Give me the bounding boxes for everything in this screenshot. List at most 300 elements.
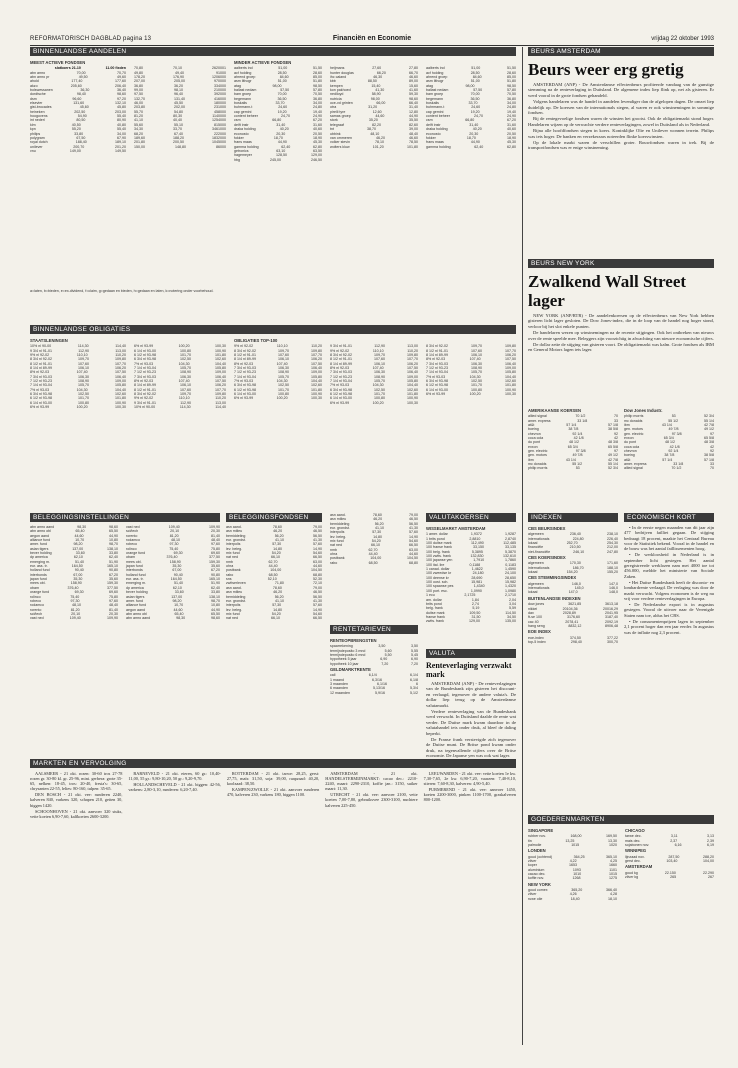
table-cell: 1,7860 bbox=[504, 558, 516, 563]
table-cell: 107,50 bbox=[115, 370, 126, 375]
table-cell: 100,90 bbox=[504, 387, 516, 392]
table-cell: 101,80 bbox=[406, 144, 418, 149]
table-cell: 42 bbox=[710, 444, 714, 449]
table-cell: philips bbox=[30, 131, 41, 136]
buitenlandse-indexen-title: BUITENLANDSE INDEXEN bbox=[528, 595, 581, 601]
table-cell: boskalis bbox=[426, 101, 439, 106]
table-cell: 57,60 bbox=[312, 603, 322, 608]
table-cell: 24,180 bbox=[472, 571, 484, 576]
table-cell: nat ned bbox=[226, 555, 238, 560]
table-cell: 24,70 bbox=[280, 114, 290, 119]
table-cell: coca cola bbox=[528, 436, 544, 441]
table-cell: mees obl. bbox=[126, 559, 142, 564]
table-cell: 100,80 bbox=[77, 400, 89, 405]
table-cell: 51,00 bbox=[278, 66, 288, 71]
table-cell: 89,00 bbox=[408, 79, 418, 84]
table-cell: ahold bbox=[30, 79, 39, 84]
valuta-headline: Renteverlaging verzwakt mark bbox=[426, 661, 512, 679]
table-cell: 44,90 bbox=[470, 140, 480, 145]
table-cell: 107,70 bbox=[406, 357, 418, 362]
beurs-ny-article bbox=[528, 271, 714, 405]
table-cell: 108,90 bbox=[179, 370, 191, 375]
table-cell: kbb bbox=[330, 79, 336, 84]
table-cell: dow jones bbox=[528, 602, 545, 607]
table-cell: 54,20 bbox=[271, 611, 281, 616]
table-cell: ft-se 100 bbox=[528, 615, 542, 620]
table-cell: 224,80 bbox=[572, 536, 584, 541]
table-cell: 0,1188 bbox=[469, 562, 481, 567]
table-cell: 105,80 bbox=[504, 370, 516, 375]
table-cell: 35,30 bbox=[73, 577, 83, 582]
table-cell: 41,30 bbox=[408, 526, 418, 531]
column-rule bbox=[522, 47, 523, 1045]
table-cell: 100 deense kr bbox=[426, 575, 449, 580]
table-cell: 81,20 bbox=[134, 114, 143, 119]
table-cell: call bbox=[330, 673, 336, 678]
table-cell: 102,60 bbox=[504, 379, 516, 384]
table-cell: 109,70 bbox=[277, 348, 289, 353]
table-cell: 36,20 bbox=[174, 83, 183, 88]
table-cell: 70 1/2 bbox=[671, 466, 682, 471]
table-cell: 6,90 bbox=[380, 657, 388, 662]
table-cell: 146,0 bbox=[608, 586, 618, 591]
table-cell: 57 1/4 bbox=[566, 423, 577, 428]
table-cell: 62,40 bbox=[109, 555, 118, 560]
table-cell: 18,90 bbox=[506, 135, 516, 140]
table-cell: rorento bbox=[30, 607, 42, 612]
table-cell: 55,40 bbox=[117, 114, 126, 119]
table-cell: 101,80 bbox=[504, 383, 516, 388]
goederen-row bbox=[625, 843, 714, 847]
table-cell: 67,20 bbox=[210, 568, 220, 573]
table-cell: 104,30 bbox=[276, 379, 288, 384]
table-cell: 86000 bbox=[216, 144, 226, 149]
table-cell: 206,40 bbox=[115, 83, 126, 88]
table-cell: gen. motors bbox=[624, 427, 643, 432]
table-cell: 75,40 bbox=[70, 594, 80, 599]
table-cell: 129,00 bbox=[468, 619, 480, 624]
table-cell: 42 1/8 bbox=[669, 444, 680, 449]
table-cell: 265 bbox=[670, 875, 677, 880]
table-cell: 24,70 bbox=[473, 114, 483, 119]
table-cell: 5,55 bbox=[410, 648, 418, 653]
table-cell: 49 1/2 bbox=[607, 453, 618, 458]
table-cell: 66,50 bbox=[313, 555, 322, 560]
table-cell: draka holding bbox=[426, 127, 448, 132]
table-cell: 18,90 bbox=[312, 135, 322, 140]
table-cell: cac 40 bbox=[528, 619, 539, 624]
table-cell: 42 1/8 bbox=[573, 436, 584, 441]
table-cell: 106,30 bbox=[77, 374, 89, 379]
table-row bbox=[528, 590, 618, 594]
table-cell: 101,70 bbox=[179, 353, 191, 358]
table-cell: 70 bbox=[710, 466, 714, 471]
table-cell: 128,50 bbox=[275, 153, 287, 158]
table-cell: 67,20 bbox=[108, 572, 118, 577]
table-cell: 106,10 bbox=[470, 353, 482, 358]
table-cell: 245,00 bbox=[270, 157, 281, 162]
table-cell: 24,80 bbox=[506, 105, 516, 110]
section-band-instellingen: BELEGGINGSINSTELLINGEN bbox=[30, 513, 220, 522]
table-cell: 107,40 bbox=[372, 366, 384, 371]
table-cell: hypotheek 10 jaar bbox=[330, 661, 359, 666]
table-cell: 100,80 bbox=[277, 392, 289, 397]
table-header-cell: 11.00 fixden bbox=[105, 66, 126, 71]
table-cell: 1,9287 bbox=[505, 532, 516, 537]
table-cell: 54,60 bbox=[313, 611, 322, 616]
table-cell: abn amro aand bbox=[30, 525, 55, 529]
table-cell: 169,50 bbox=[605, 834, 617, 839]
table-cell: 188,20 bbox=[173, 135, 184, 140]
table-cell: 10,70 bbox=[174, 603, 184, 608]
table-cell: 102,60 bbox=[114, 392, 126, 397]
table-cell: 78,50 bbox=[408, 140, 418, 145]
table-cell: 300,70 bbox=[607, 639, 618, 644]
table-cell: 103,40 bbox=[666, 859, 678, 864]
table-cell: 131,40 bbox=[174, 96, 185, 101]
table-cell: 106,40 bbox=[504, 361, 516, 366]
markten-paragraph: HOLLANDSCHEVELD - 21 okt. biggen: 42-56, varkens: 2,80-3,10, runderen: 6,20-7,40. bbox=[128, 782, 221, 793]
table-cell: 8 1/4 nl 89-99 bbox=[234, 357, 256, 362]
table-cell: internationals bbox=[528, 565, 550, 570]
table-cell: 114,30 bbox=[179, 405, 191, 410]
table-cell: 98,60 bbox=[211, 616, 220, 621]
table-cell: lokaal bbox=[528, 541, 538, 546]
table-cell: internationals bbox=[528, 586, 550, 591]
table-cell: 176,90 bbox=[173, 75, 184, 80]
table-cell: econosto bbox=[234, 131, 249, 136]
table-cell: vast ned bbox=[30, 616, 44, 621]
table-cell: 8 1/4 nl 89-99 bbox=[134, 383, 156, 388]
table-cell: 100 zweedse kr bbox=[426, 571, 452, 576]
section-band-aandelen: BINNENLANDSE AANDELEN bbox=[30, 47, 516, 56]
table-cell: 102,50 bbox=[179, 357, 191, 362]
table-cell: 98,40 bbox=[76, 92, 86, 97]
cbs-beursindex-title: CBS BEURSINDEX bbox=[528, 526, 566, 531]
table-cell: obam bbox=[126, 555, 135, 560]
table-cell: amer. fund bbox=[126, 598, 143, 603]
table-cell: rodamco bbox=[30, 603, 44, 608]
table-cell: 48,40 bbox=[108, 603, 118, 608]
table-cell: 98,60 bbox=[409, 96, 418, 101]
table-cell: 114,30 bbox=[77, 344, 89, 349]
table-cell: 43 1/4 bbox=[565, 457, 576, 462]
table-cell: 101,70 bbox=[470, 383, 482, 388]
section-band-beurs-ny: BEURS NEW YORK bbox=[528, 259, 714, 268]
table-cell: 105,80 bbox=[406, 379, 418, 384]
table-cell: 109,00 bbox=[406, 374, 418, 379]
table-cell: 104,00 bbox=[270, 568, 282, 573]
table-cell: 31,50 bbox=[471, 614, 481, 619]
table-cell: 8 1/4 nl 89-99 bbox=[330, 361, 352, 366]
table-cell: eur. grondst. bbox=[226, 538, 246, 543]
table-cell: 5,13/16 bbox=[372, 686, 385, 691]
table-cell: 80,30 bbox=[173, 114, 183, 119]
table-cell: 58,90 bbox=[371, 92, 381, 97]
table-cell: 106,20 bbox=[406, 361, 418, 366]
table-cell: 5,60 bbox=[384, 648, 392, 653]
table-cell: 6 3/4 nl 93-98 bbox=[234, 383, 256, 388]
table-cell: 137,00 bbox=[72, 546, 84, 551]
table-cell: 105,80 bbox=[310, 374, 322, 379]
table-cell: 105,70 bbox=[277, 374, 289, 379]
table-cell: 8 3/4 nl 92-02 bbox=[330, 353, 352, 358]
aandelen-footnote: a=laten, b=bieden, e=ex-dividend, f=claim, g=gedaan en bieden, h=gedaan en laten, k=notering onder voorbehoud. bbox=[30, 289, 214, 293]
table-cell: 104,30 bbox=[372, 383, 384, 388]
table-cell: 13,25 bbox=[565, 838, 575, 843]
table-cell: 88,50 bbox=[367, 79, 377, 84]
table-cell: 110,20 bbox=[407, 348, 418, 353]
table-cell: 100,20 bbox=[469, 392, 481, 397]
table-cell: 98,60 bbox=[109, 525, 118, 529]
table-cell: 8 1/2 nl 91-01 bbox=[30, 361, 52, 366]
table-row bbox=[528, 550, 618, 554]
ny-koersen-title: AMERIKAANSE KOERSEN bbox=[528, 408, 582, 413]
table-cell: 41,10 bbox=[274, 598, 284, 603]
table-row bbox=[126, 616, 220, 620]
table-cell: atag bbox=[426, 83, 433, 88]
table-cell: 104,40 bbox=[311, 379, 322, 384]
table-cell: hoogovens bbox=[30, 114, 48, 119]
table-cell: rolinco bbox=[126, 546, 137, 551]
markten-column bbox=[325, 771, 417, 1045]
table-cell: 9% nl 92-02 bbox=[30, 353, 50, 358]
table-cell: 107,50 bbox=[311, 361, 322, 366]
aandelen-minder-title: MINDER ACTIEVE FONDSEN bbox=[234, 60, 292, 65]
table-row bbox=[330, 401, 418, 405]
table-cell: 106,10 bbox=[77, 366, 89, 371]
table-cell: 3613,18 bbox=[605, 602, 618, 607]
beurs-ams-paragraph: Bijna alle hoofdfondsen stegen in koers. Koninklijke Olie en Unilever wonnen terrein. Philips was iets hoger. De banken en verzekeraars noteerden flinke koerswinsten. bbox=[528, 128, 714, 139]
table-cell: 4,28 bbox=[609, 892, 617, 897]
table-cell: 458000 bbox=[214, 109, 226, 114]
table-cell: 28,50 bbox=[470, 70, 480, 75]
table-cell: 132,70 bbox=[134, 96, 145, 101]
table-cell: 68,80 bbox=[312, 572, 322, 577]
table-cell: 65 3/4 bbox=[567, 444, 578, 449]
table-cell: eur. grondst. bbox=[226, 598, 246, 603]
table-cell: eoe-index bbox=[528, 635, 544, 640]
table-cell: spaarrekening bbox=[330, 644, 353, 649]
table-cell: 1,4622 bbox=[471, 567, 483, 572]
table-cell: 48 1/2 bbox=[665, 440, 675, 445]
table-cell: 70,50 bbox=[313, 92, 322, 97]
valuta-paragraph: Verdere renteverlaging van de Bundesbank werd verwacht. In Duitsland daalde de rente wat verder. De Duitse mark kwam daardoor in de valutahandel iets onder druk, al bleef de daling beperkt. bbox=[426, 709, 516, 736]
table-cell: 201,80 bbox=[134, 140, 145, 145]
table-cell: dax bbox=[528, 610, 534, 615]
table-cell: klm bbox=[30, 122, 36, 127]
table-cell: getronics bbox=[234, 148, 249, 153]
table-cell: 106,30 bbox=[470, 361, 482, 366]
table-cell: coca cola bbox=[624, 444, 640, 449]
table-cell: 84,60 bbox=[472, 75, 482, 80]
table-cell: 189,10 bbox=[115, 140, 126, 145]
table-cell: 1 maand bbox=[330, 677, 344, 682]
table-cell: 40,40 bbox=[173, 118, 182, 123]
table-cell: 100,30 bbox=[115, 405, 126, 410]
table-cell: 100,80 bbox=[179, 348, 191, 353]
table-cell: 106,30 bbox=[277, 366, 289, 371]
table-cell: 62,70 bbox=[268, 559, 278, 564]
table-cell: algemeen bbox=[528, 581, 544, 586]
table-cell: 40,60 bbox=[313, 127, 322, 132]
table-cell: 46,30 bbox=[373, 75, 383, 80]
table-cell: goud (ochtend) bbox=[528, 854, 553, 859]
table-cell: 178,20 bbox=[134, 75, 145, 80]
table-cell: 44,40 bbox=[368, 552, 378, 557]
table-cell: 57,50 bbox=[473, 88, 483, 93]
table-cell: 99,00 bbox=[134, 88, 143, 93]
table-cell: 31,20 bbox=[368, 105, 378, 110]
obligaties-title: STAATSLENINGEN bbox=[30, 338, 68, 343]
table-cell: 100,90 bbox=[406, 396, 418, 401]
table-cell: 9% nl 92-02 bbox=[330, 348, 350, 353]
table-cell: 39,00 bbox=[409, 127, 418, 132]
table-cell: 109,00 bbox=[214, 370, 226, 375]
table-cell: 168,00 bbox=[570, 834, 582, 839]
table-cell: 24,90 bbox=[506, 114, 516, 119]
table-cell: 102,50 bbox=[277, 383, 289, 388]
table-cell: 106,10 bbox=[373, 361, 385, 366]
section-band-rente: RENTETARIEVEN bbox=[330, 625, 418, 634]
table-cell: nat ned bbox=[226, 616, 238, 621]
table-cell: 6% nl 93-99 bbox=[426, 392, 446, 397]
table-cell: mix fund bbox=[226, 551, 240, 556]
table-cell: 6,19 bbox=[707, 843, 714, 848]
table-cell: 110,10 bbox=[76, 353, 88, 358]
table-cell: ruwe olie bbox=[528, 896, 543, 901]
table-cell: 79,00 bbox=[312, 585, 322, 590]
table-cell: 46,20 bbox=[273, 529, 283, 534]
table-cell: asian tigers bbox=[30, 546, 49, 551]
table-cell: akzo bbox=[30, 83, 38, 88]
table-cell: 42 bbox=[614, 436, 618, 441]
table-cell: 14,90 bbox=[409, 534, 418, 539]
cbs-stemmingsindex-title: CBS STEMMINGSINDEX bbox=[528, 575, 577, 581]
table-cell: heineken bbox=[30, 109, 45, 114]
table-cell: 45,30 bbox=[313, 140, 322, 145]
table-cell: 52,30 bbox=[313, 577, 322, 582]
table-cell: ohra bbox=[330, 552, 338, 557]
table-cell: 15,40 bbox=[371, 83, 381, 88]
table-cell: 148,0 bbox=[608, 590, 618, 595]
table-cell: 8 3/4 nl 92-02 bbox=[426, 344, 448, 349]
table-cell: 107,60 bbox=[373, 357, 385, 362]
table-cell: 18,40 bbox=[570, 896, 580, 901]
table-cell: 1 brits pond bbox=[426, 536, 445, 541]
section-band-markten: MARKTEN EN VERVOLGING bbox=[30, 759, 516, 768]
table-cell: 158,90 bbox=[70, 581, 82, 586]
table-cell: cacao dec. bbox=[528, 872, 546, 877]
markten-column bbox=[227, 771, 319, 1045]
section-band-indexen: INDEXEN bbox=[528, 513, 618, 522]
table-cell: 207,00 bbox=[134, 79, 145, 84]
table-cell: 55,60 bbox=[134, 122, 143, 127]
table-cell: exxon bbox=[624, 436, 634, 441]
table-cell: 171,60 bbox=[606, 561, 618, 566]
table-cell: 51,80 bbox=[506, 79, 516, 84]
table-cell: 1206000 bbox=[212, 75, 226, 80]
economisch-item: • In de eerste negen maanden van dit jaar zijn 477 bedrijven failliet gegaan. De stijging bedraagt 18 procent, maakte het Centraal Bureau voor de Statistiek bekend. Vooral in de handel en de bouw was het aantal faillissementen hoog. bbox=[624, 525, 714, 552]
table-cell: goud comex bbox=[528, 888, 548, 893]
beurs-ams-paragraph: Bij de rentegevoelige fondsen waren de winsten het grootst. Ook de obligatiemarkt stond hoger. Handelaren wijzen op de verwachte verdere renteverlagingen, zowel in Duitsland als in Nederland. bbox=[528, 116, 714, 127]
table-cell: 98,70 bbox=[210, 598, 220, 603]
table-cell: 20,30 bbox=[276, 131, 286, 136]
table-cell: nikkei bbox=[528, 606, 538, 611]
table-cell: abn amro obl bbox=[126, 611, 147, 616]
table-cell: int nederl bbox=[30, 118, 45, 123]
table-cell: philip morris bbox=[528, 466, 548, 471]
table-cell: 4,25 bbox=[609, 859, 617, 864]
table-cell: 67,40 bbox=[174, 131, 183, 136]
table-cell: 2078,41 bbox=[565, 619, 579, 624]
table-cell: 1045000 bbox=[212, 140, 226, 145]
valuta-paragraph: AMSTERDAM (ANP) - De renteverlagingen van de Bundesbank zijn gisteren het discount- en verlaagd, tegenover de andere valuta's. De dollar liep terug op de Amsterdamse valutamarkt. bbox=[426, 681, 516, 708]
table-cell: 105,70 bbox=[373, 379, 385, 384]
table-cell: 970000 bbox=[214, 79, 226, 84]
table-cell: palmolie bbox=[528, 843, 542, 848]
table-cell: 70,10 bbox=[173, 66, 182, 71]
table-cell: 80,50 bbox=[76, 118, 86, 123]
table-row bbox=[330, 561, 418, 565]
table-cell: 38 7/8 bbox=[664, 453, 675, 458]
table-cell: draka holding bbox=[234, 127, 256, 132]
table-cell: 31,40 bbox=[408, 105, 418, 110]
table-cell: rabo bbox=[226, 572, 234, 577]
table-cell: 110,10 bbox=[178, 396, 190, 401]
table-cell: 252,70 bbox=[566, 541, 578, 546]
table-cell: 13,30 bbox=[607, 838, 617, 843]
table-cell: 57 1/8 bbox=[704, 457, 714, 462]
table-cell: content beheer bbox=[426, 114, 450, 119]
table-cell: 44,60 bbox=[74, 533, 84, 538]
table-cell: 6 1/2 nl 93-98 bbox=[234, 387, 256, 392]
table-cell: 366,40 bbox=[605, 888, 617, 893]
table-cell: 38 5/8 bbox=[703, 453, 714, 458]
table-cell: 9 3/4 nl 91-01 bbox=[134, 400, 156, 405]
table-cell: 81,40 bbox=[210, 533, 220, 538]
table-cell: 247,80 bbox=[607, 549, 618, 554]
table-cell: postbank bbox=[226, 568, 241, 573]
table-cell: 107,40 bbox=[76, 370, 88, 375]
table-cell: sojabonen nov. bbox=[625, 843, 650, 848]
table-cell: 51,90 bbox=[210, 581, 220, 586]
table-cell: 210,50 bbox=[569, 545, 581, 550]
table-cell: 46,50 bbox=[313, 590, 322, 595]
table-cell: japan fund bbox=[30, 577, 47, 582]
table-cell: 6% nl 93-99 bbox=[134, 344, 154, 349]
table-cell: bam groep bbox=[426, 92, 444, 97]
table-cell: rorento bbox=[126, 533, 138, 538]
table-cell: 36,50 bbox=[277, 96, 287, 101]
table-cell: 69,30 bbox=[74, 590, 84, 595]
beurs-ny-paragraph: De handelaren wezen op winstnemingen na de recente stijgingen. Ook het ontbreken van nieuws over de rente speelde mee. Beleggers zijn voorzichtig in afwachting van nieuwe economische cijfers. bbox=[528, 330, 714, 341]
table-cell: 53 bbox=[671, 414, 676, 419]
table-cell: lev. beleg. bbox=[226, 607, 243, 612]
obligaties-table-2 bbox=[134, 337, 226, 507]
table-cell: 7 3/4 nl 93-03 bbox=[134, 374, 156, 379]
table-cell: 107,60 bbox=[470, 348, 482, 353]
table-cell: 14,90 bbox=[313, 607, 322, 612]
table-cell: 8832,12 bbox=[568, 623, 582, 628]
table-cell: 1832000 bbox=[212, 135, 226, 140]
table-cell: 2,37 bbox=[670, 838, 678, 843]
valuta-article bbox=[426, 661, 516, 759]
table-cell: 100,80 bbox=[470, 387, 482, 392]
table-cell: 5,45 bbox=[410, 653, 418, 658]
table-cell: 1254000 bbox=[212, 118, 226, 123]
table-cell: mix fund bbox=[226, 611, 240, 616]
